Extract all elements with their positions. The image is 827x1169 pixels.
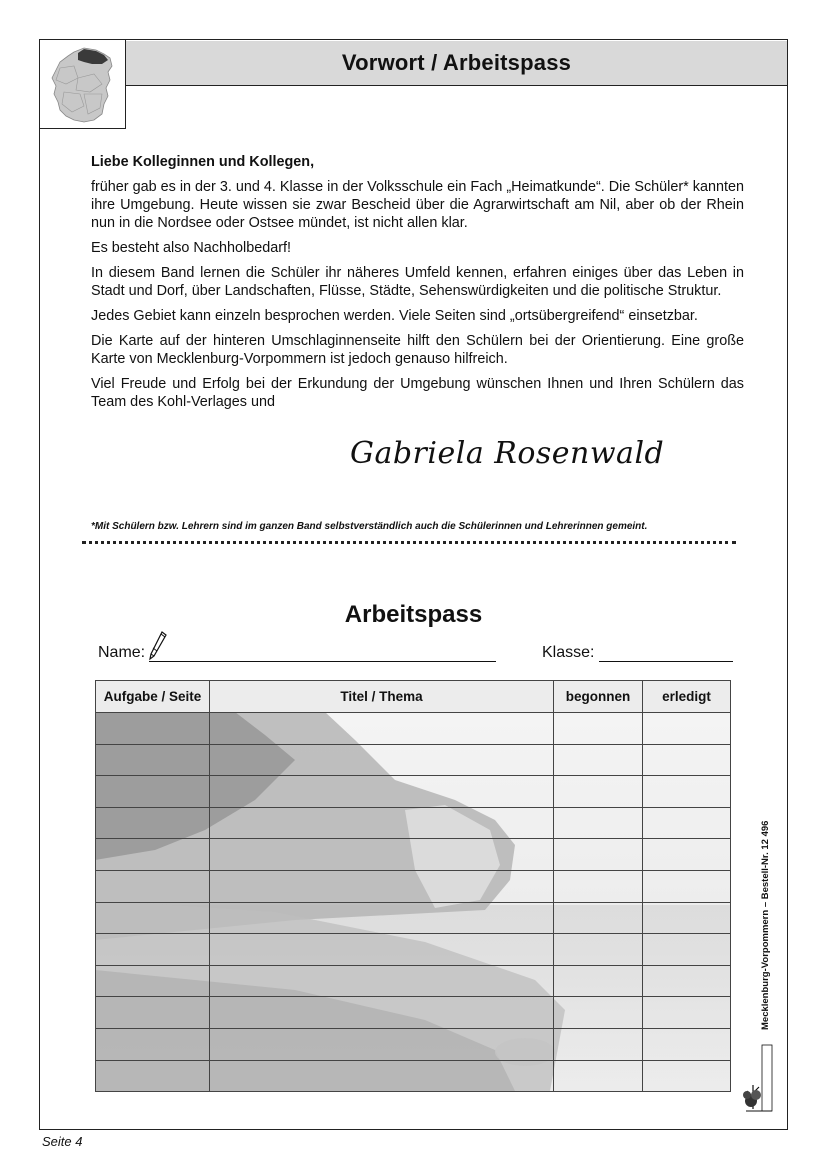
map-box [39,39,126,129]
table-cell[interactable] [210,807,554,839]
header-bar [125,41,787,86]
intro-text [91,153,744,418]
intro-paragraph: früher gab es in der 3. und 4. Klasse in der Volksschule ein Fach „Heimatkunde“. Die Schüler* kannten ihre Umgebung. Heute wissen sie zwar Bescheid über die Agrarwirtschaft am Nil, aber ob der Rhein nun in die Nordsee oder Ostsee mündet, ist nicht allen klar. [91,179,744,231]
table-cell[interactable] [643,1028,731,1060]
table-row [96,839,731,871]
table-cell[interactable] [96,1028,210,1060]
table-cell[interactable] [554,839,643,871]
table-cell[interactable] [554,902,643,934]
table-cell[interactable] [210,1060,554,1092]
table-cell[interactable] [96,997,210,1029]
column-header: begonnen [554,681,643,713]
table-cell[interactable] [643,807,731,839]
table-row [96,965,731,997]
column-header: erledigt [643,681,731,713]
table-cell[interactable] [96,934,210,966]
table-cell[interactable] [96,902,210,934]
table-cell[interactable] [643,839,731,871]
table-cell[interactable] [643,1060,731,1092]
table-cell[interactable] [210,997,554,1029]
table-row [96,1028,731,1060]
table-cell[interactable] [643,965,731,997]
table-cell[interactable] [210,965,554,997]
table-cell[interactable] [643,934,731,966]
table-row [96,713,731,745]
table-cell[interactable] [554,997,643,1029]
table-cell[interactable] [643,713,731,745]
table-cell[interactable] [554,965,643,997]
page-number: Seite 4 [42,1134,83,1149]
table-cell[interactable] [210,776,554,808]
table-cell[interactable] [554,870,643,902]
order-number: Mecklenburg-Vorpommern – Bestell-Nr. 12 496 [760,820,771,1030]
column-header: Aufgabe / Seite [96,681,210,713]
table-cell[interactable] [210,902,554,934]
signature: Gabriela Rosenwald [350,436,665,471]
pencil-icon [148,630,168,662]
table-cell[interactable] [554,744,643,776]
table-row [96,807,731,839]
table-cell[interactable] [643,744,731,776]
table-cell[interactable] [554,713,643,745]
table-cell[interactable] [643,870,731,902]
table-cell[interactable] [96,776,210,808]
table-cell[interactable] [210,744,554,776]
table-cell[interactable] [96,713,210,745]
table-row [96,902,731,934]
table-cell[interactable] [210,839,554,871]
table-cell[interactable] [554,776,643,808]
table-cell[interactable] [210,1028,554,1060]
column-header: Titel / Thema [210,681,554,713]
table-cell[interactable] [554,1028,643,1060]
arbeitspass-table [95,680,730,1091]
table-cell[interactable] [96,744,210,776]
page-title: Vorwort / Arbeitspass [341,50,572,75]
table-row [96,934,731,966]
intro-paragraph: Jedes Gebiet kann einzeln besprochen werden. Viele Seiten sind „ortsübergreifend“ einsetzbar. [91,308,698,324]
table-cell[interactable] [554,1060,643,1092]
table-cell[interactable] [96,807,210,839]
intro-paragraph: Viel Freude und Erfolg bei der Erkundung der Umgebung wünschen Ihnen und Ihren Schülern das Team des Kohl-Verlages und [91,376,744,410]
table-cell[interactable] [643,902,731,934]
table-cell[interactable] [210,870,554,902]
progress-table [95,680,731,1092]
table-cell[interactable] [643,997,731,1029]
divider [82,541,736,544]
intro-paragraph: In diesem Band lernen die Schüler ihr näheres Umfeld kennen, erfahren einiges über das Leben in Stadt und Dorf, über Landschaften, Flüsse, Städte, Sehenswürdigkeiten und die politische Struktur. [91,265,744,299]
intro-paragraph: Die Karte auf der hinteren Umschlaginnenseite hilft den Schülern bei der Orientierung. Eine große Karte von Mecklenburg-Vorpommern ist jedoch genauso hilfreich. [91,333,744,367]
table-cell[interactable] [96,870,210,902]
table-cell[interactable] [96,839,210,871]
kohl-verlag-logo [743,1043,775,1115]
table-cell[interactable] [554,807,643,839]
germany-map-icon [44,44,122,124]
name-field[interactable] [149,661,496,662]
table-cell[interactable] [643,776,731,808]
table-row [96,776,731,808]
klasse-field[interactable] [599,661,733,662]
arbeitspass-title: Arbeitspass [344,601,483,628]
table-row [96,870,731,902]
table-row [96,1060,731,1092]
table-row [96,997,731,1029]
name-label: Name: [98,644,146,661]
table-cell[interactable] [96,965,210,997]
table-cell[interactable] [210,934,554,966]
footnote: *Mit Schülern bzw. Lehrern sind im ganzen Band selbstverständlich auch die Schülerinnen und Lehrerinnen gemeint. [91,521,648,532]
table-cell[interactable] [210,713,554,745]
greeting: Liebe Kolleginnen und Kollegen, [91,154,315,170]
table-cell[interactable] [96,1060,210,1092]
table-row [96,744,731,776]
klasse-label: Klasse: [542,644,595,661]
intro-paragraph: Es besteht also Nachholbedarf! [91,240,291,256]
table-cell[interactable] [554,934,643,966]
